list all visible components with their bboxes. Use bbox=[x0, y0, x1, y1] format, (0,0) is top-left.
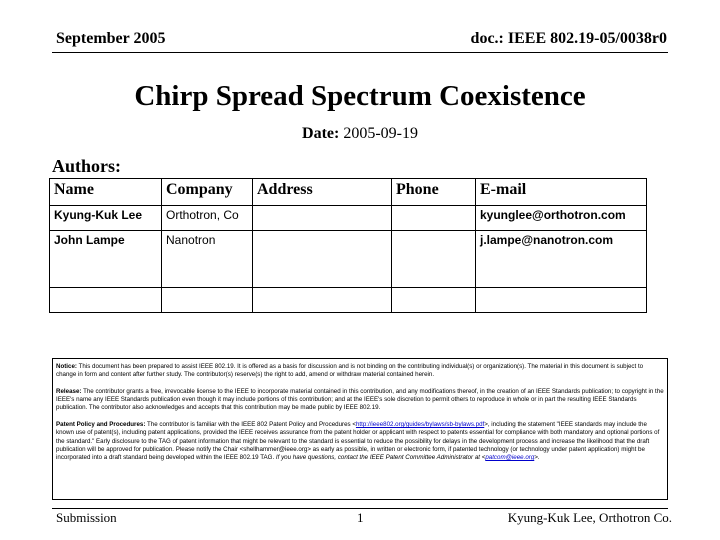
col-header-company: Company bbox=[162, 179, 253, 206]
patent-policy-link[interactable]: http://ieee802.org/guides/bylaws/sb-bylaws.pdf bbox=[355, 420, 485, 428]
authors-header-row bbox=[50, 179, 647, 206]
notice-keyword: Notice: bbox=[56, 363, 77, 370]
cell-email: kyunglee@orthotron.com bbox=[476, 206, 647, 231]
notice-text: This document has been prepared to assist IEEE 802.19. It is offered as a basis for discussion and is not binding on the contributing individual(s) or organization(s). The material in this document is subject to change in form and content after further study. The contributor(s) reserve(s) the right to add, amend or withdraw material contained herein. bbox=[56, 363, 644, 379]
col-header-name: Name bbox=[50, 179, 162, 206]
header-rule bbox=[52, 52, 668, 53]
slide-title: Chirp Spread Spectrum Coexistence bbox=[134, 80, 586, 112]
footer-submission: Submission bbox=[56, 510, 117, 525]
table-row bbox=[50, 288, 647, 313]
header-doc-id: doc.: IEEE 802.19-05/0038r0 bbox=[470, 30, 667, 47]
footer-page-number: 1 bbox=[357, 510, 364, 525]
table-row bbox=[50, 206, 647, 231]
release-keyword: Release: bbox=[56, 387, 82, 395]
cell-email bbox=[476, 288, 647, 313]
col-header-address: Address bbox=[253, 179, 392, 206]
table-row bbox=[50, 231, 647, 288]
cell-company bbox=[162, 288, 253, 313]
patcom-email-link[interactable]: patcom@ieee.org bbox=[485, 454, 535, 462]
date-line bbox=[0, 125, 720, 143]
cell-email: j.lampe@nanotron.com bbox=[476, 231, 647, 288]
cell-name bbox=[50, 288, 162, 313]
cell-phone bbox=[392, 288, 476, 313]
footer-rule bbox=[52, 508, 668, 509]
notice-box bbox=[52, 358, 668, 500]
cell-phone bbox=[392, 206, 476, 231]
patent-italic-text: If you have questions, contact the IEEE Patent Committee Administrator at < bbox=[275, 454, 486, 462]
date-label: Date: bbox=[302, 125, 340, 142]
authors-label: Authors: bbox=[52, 156, 122, 176]
release-paragraph bbox=[56, 388, 664, 413]
cell-company: Nanotron bbox=[162, 231, 253, 288]
cell-phone bbox=[392, 231, 476, 288]
patent-keyword: Patent Policy and Procedures: bbox=[56, 420, 146, 428]
cell-name: John Lampe bbox=[50, 231, 162, 288]
cell-address bbox=[253, 231, 392, 288]
patent-text-2: >, including the statement "IEEE standards may include the known use of patent(s), including patent applications, provided the IEEE receives assurance from the patent holder or applicant with respect to patents essential for compliance with both mandatory and optional portions of the standard." Early disclosure to the TAG of patent information that might be relevant to the standard is essential to reduce the possibility for delays in the development process and increase the likelihood that the draft publication will be approved for publication. Please notify the Chair <shellhammer@ieee.org> as early as possible, in written or electronic form, if patented technology (or technology under patent application) might be incorporated into a draft standard being developed within the IEEE 802.19 TAG. bbox=[56, 420, 660, 462]
date-value: 2005-09-19 bbox=[343, 125, 418, 142]
cell-name: Kyung-Kuk Lee bbox=[50, 206, 162, 231]
col-header-phone: Phone bbox=[392, 179, 476, 206]
patent-text-1: The contributor is familiar with the IEEE 802 Patent Policy and Procedures < bbox=[147, 420, 356, 428]
cell-address bbox=[253, 288, 392, 313]
cell-address bbox=[253, 206, 392, 231]
notice-paragraph bbox=[56, 363, 664, 380]
cell-company: Orthotron, Co bbox=[162, 206, 253, 231]
footer-author: Kyung-Kuk Lee, Orthotron Co. bbox=[507, 510, 672, 525]
col-header-email: E-mail bbox=[476, 179, 647, 206]
header-date: September 2005 bbox=[56, 30, 166, 47]
authors-table bbox=[49, 178, 647, 313]
patent-end-text: >. bbox=[534, 454, 540, 462]
release-text: The contributor grants a free, irrevocable license to the IEEE to incorporate material contained in this contribution, and any modifications thereof, in the creation of an IEEE Standards publication; to copyright in the IEEE's name any IEEE Standards publication even though it may include portions of this contribution; and at the IEEE's sole discretion to permit others to reproduce in whole or in part the resulting IEEE Standards publication. The contributor also acknowledges and accepts that this contribution may be made public by IEEE 802.19. bbox=[56, 387, 664, 412]
patent-paragraph bbox=[56, 421, 664, 463]
